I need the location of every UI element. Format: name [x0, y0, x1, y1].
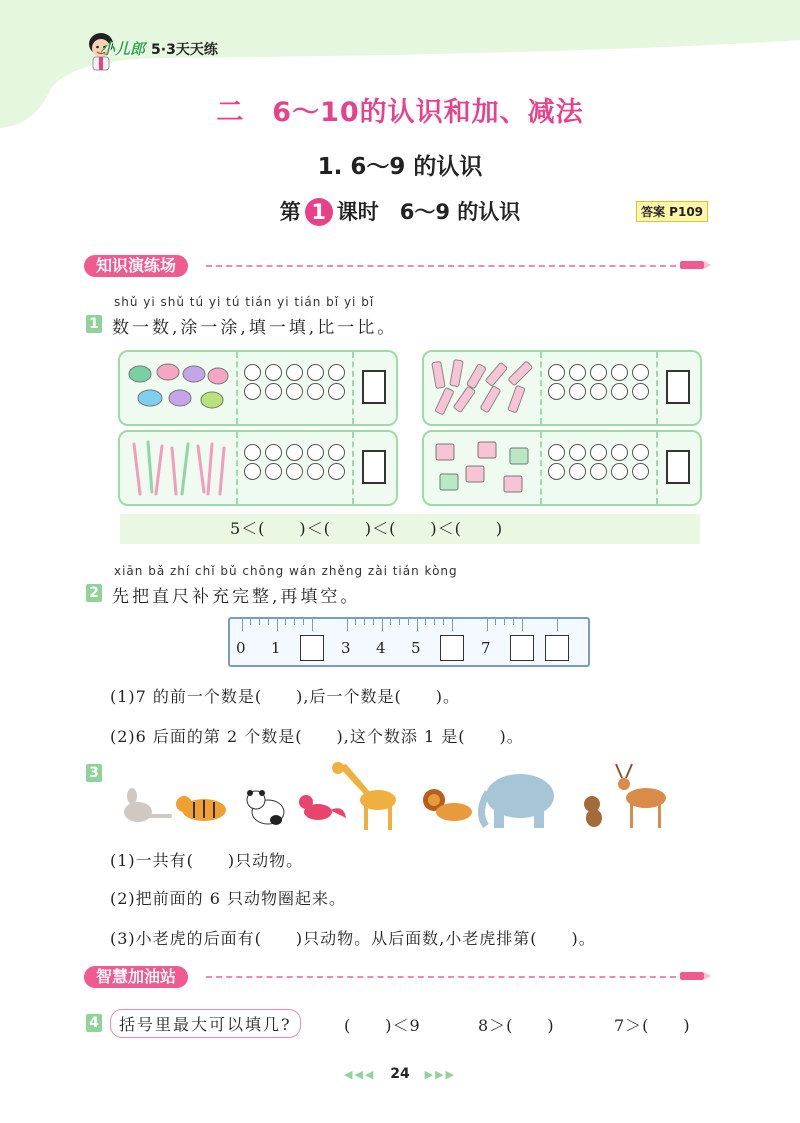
q2-text: 先把直尺补充完整,再填空。: [112, 587, 361, 607]
section-label-wisdom: 智慧加油站: [84, 966, 188, 988]
q1-number: 1: [86, 315, 102, 333]
panel-cups: [422, 430, 702, 506]
answer-box[interactable]: [666, 370, 690, 404]
lesson-suffix: 课时 6～9 的认识: [336, 200, 521, 224]
q1-compare-row[interactable]: 5＜( )＜( )＜( )＜( ): [120, 514, 700, 544]
q1-text: 数一数,涂一涂,填一填,比一比。: [112, 318, 398, 338]
q1-pinyin: shǔ yi shǔ tú yi tú tián yi tián bǐ yi bǐ: [114, 295, 375, 309]
circle-grid[interactable]: [548, 364, 650, 400]
circle-grid[interactable]: [244, 444, 346, 480]
ruler-blank[interactable]: [510, 635, 534, 661]
series-name: 5·3天天练: [151, 41, 218, 58]
animals-row-icon: [116, 762, 676, 832]
section-label-knowledge: 知识演练场: [84, 255, 188, 277]
toothbrush-icon: [126, 436, 236, 500]
cup-icon: [430, 438, 540, 498]
ruler-number: 0: [236, 639, 246, 657]
ruler-blank[interactable]: [440, 635, 464, 661]
pencil-icon: [680, 261, 704, 269]
panel-toothpaste: [422, 350, 702, 426]
right-arrows-icon: ▶▶▶: [424, 1068, 456, 1081]
page-footer: [0, 1066, 800, 1082]
page-number: 24: [390, 1066, 410, 1082]
q4-item[interactable]: 7＞( ): [614, 1016, 691, 1035]
panel-soap: [118, 350, 398, 426]
q3-sub1[interactable]: (1)一共有( )只动物。: [110, 851, 304, 870]
ruler-number: 1: [271, 639, 281, 657]
answer-reference: 答案 P109: [636, 201, 708, 222]
q3-sub3[interactable]: (3)小老虎的后面有( )只动物。从后面数,小老虎排第( )。: [110, 929, 596, 948]
q2-sub1[interactable]: (1)7 的前一个数是( ),后一个数是( )。: [110, 687, 460, 706]
header-brand: [100, 38, 218, 59]
lesson-prefix: 第: [279, 200, 301, 224]
section-title: 1. 6～9 的认识: [317, 154, 483, 180]
circle-grid[interactable]: [244, 364, 346, 400]
q2-sub2[interactable]: (2)6 后面的第 2 个数是( ),这个数添 1 是( )。: [110, 727, 524, 746]
ruler-blank[interactable]: [545, 635, 569, 661]
answer-box[interactable]: [362, 450, 386, 484]
brand-logo: 小儿郎: [100, 40, 146, 58]
q4-item[interactable]: ( )＜9: [344, 1016, 421, 1035]
ruler-number: 4: [376, 639, 386, 657]
ruler-number: 5: [411, 639, 421, 657]
answer-box[interactable]: [666, 450, 690, 484]
q4-item[interactable]: 8＞( ): [478, 1016, 555, 1035]
q3-sub2: (2)把前面的 6 只动物圈起来。: [110, 889, 347, 908]
unit-title: 二 6～10的认识和加、减法: [216, 97, 584, 128]
lesson-number: 1: [305, 198, 333, 226]
ruler-number: 3: [341, 639, 351, 657]
q2-pinyin: xiān bǎ zhí chǐ bǔ chōng wán zhěng zài tián kòng: [114, 564, 458, 578]
answer-box[interactable]: [362, 370, 386, 404]
toothpaste-icon: [430, 356, 540, 418]
ruler-blank[interactable]: [300, 635, 324, 661]
section-divider: [206, 976, 676, 978]
ruler-number: 7: [481, 639, 491, 657]
q3-number: 3: [86, 764, 102, 782]
panel-toothbrush: [118, 430, 398, 506]
q4-number: 4: [86, 1014, 102, 1032]
ruler: [228, 617, 590, 667]
soap-icon: [126, 360, 230, 416]
section-divider: [206, 265, 676, 267]
pencil-icon: [680, 972, 704, 980]
q4-prompt: 括号里最大可以填几?: [110, 1009, 301, 1038]
left-arrows-icon: ◀◀◀: [343, 1068, 376, 1081]
circle-grid[interactable]: [548, 444, 650, 480]
q2-number: 2: [86, 584, 102, 602]
